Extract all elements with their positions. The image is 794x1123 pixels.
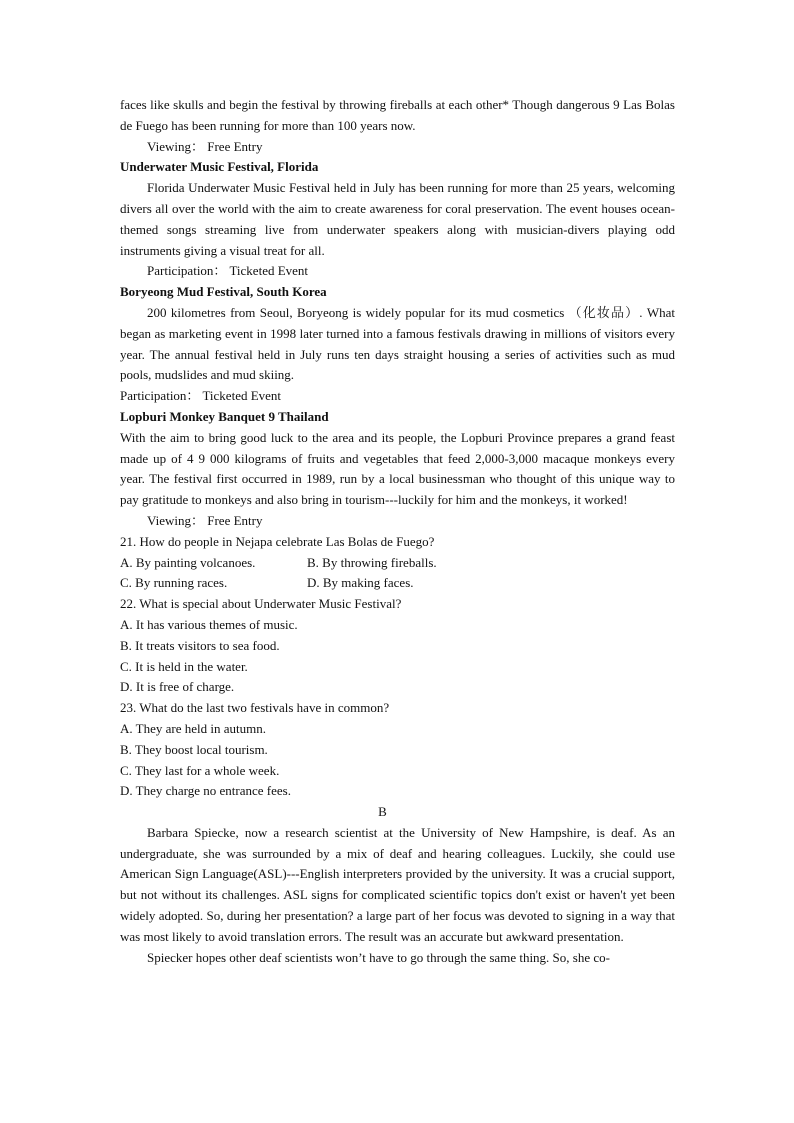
festival-label-underwater: Participation： Ticketed Event xyxy=(147,263,309,279)
question-22-option-a[interactable]: A. It has various themes of music. xyxy=(120,616,298,632)
festival-label-boryeong: Participation： Ticketed Event xyxy=(120,388,282,404)
question-22-option-c[interactable]: C. It is held in the water. xyxy=(120,658,248,674)
passage-b-letter: B xyxy=(378,804,387,820)
festival-title-underwater: Underwater Music Festival, Florida xyxy=(120,159,319,175)
exam-page xyxy=(120,95,675,968)
festival-title-lopburi: Lopburi Monkey Banquet 9 Thailand xyxy=(120,408,329,424)
question-23-option-d[interactable]: D. They charge no entrance fees. xyxy=(120,783,291,799)
festival-title-boryeong: Boryeong Mud Festival, South Korea xyxy=(120,284,327,300)
intro-entry-label: Viewing： Free Entry xyxy=(147,138,263,154)
passage-a-intro-paragraph: faces like skulls and begin the festival by throwing fireballs at each other* Though dangerous 9 Las Bolas de Fuego has been running for more than 100 years now. xyxy=(120,97,675,133)
question-23-option-c[interactable]: C. They last for a whole week. xyxy=(120,762,280,778)
festival-label-lopburi: Viewing： Free Entry xyxy=(147,512,263,528)
question-21-option-d[interactable]: D. By making faces. xyxy=(307,575,414,591)
question-23-option-b[interactable]: B. They boost local tourism. xyxy=(120,741,268,757)
question-21-stem: 21. How do people in Nejapa celebrate Las Bolas de Fuego? xyxy=(120,533,435,549)
question-22-stem: 22. What is special about Underwater Music Festival? xyxy=(120,596,402,612)
festival-description-lopburi: With the aim to bring good luck to the area and its people, the Lopburi Province prepares a grand feast made up of 4 9 000 kilograms of fruits and vegetables that feed 2,000-3,000 macaque monkeys every year. The festival first occurred in 1989, run by a local businessman who thought of this unique way to pay gratitude to monkeys and also bring in tourism---luckily for him and the monkeys, it worked! xyxy=(120,429,675,508)
question-21-option-c[interactable]: C. By running races. xyxy=(120,575,228,591)
question-22-option-d[interactable]: D. It is free of charge. xyxy=(120,679,235,695)
question-21-options-row-1 xyxy=(120,553,675,574)
question-21-option-b[interactable]: B. By throwing fireballs. xyxy=(307,554,437,570)
passage-b-paragraph-1: Barbara Spiecke, now a research scientist at the University of New Hampshire, is deaf. As an undergraduate, she was surrounded by a mix of deaf and hearing colleagues. Luckily, she could use American Sign Language(ASL)---English interpreters provided by the university. It was a crucial support, but not without its challenges. ASL signs for complicated scientific topics don't exist or haven't yet been widely adopted. So, during her presentation? a large part of her focus was devoted to signing in a way that was most likely to avoid translation errors. The result was an accurate but awkward presentation. xyxy=(120,824,675,944)
question-21-options-row-2 xyxy=(120,573,675,594)
question-21-option-a[interactable]: A. By painting volcanoes. xyxy=(120,554,256,570)
passage-b-paragraph-2: Spiecker hopes other deaf scientists won’t have to go through the same thing. So, she co- xyxy=(147,949,610,965)
question-22-option-b[interactable]: B. It treats visitors to sea food. xyxy=(120,637,280,653)
festival-description-boryeong: 200 kilometres from Seoul, Boryeong is widely popular for its mud cosmetics （化妆品）. What began as marketing event in 1998 later turned into a famous festivals drawing in millions of visitors every year. The annual festival held in July runs ten days straight housing a series of activities such as mud pools, mudslides and mud skiing. xyxy=(120,304,675,383)
festival-description-underwater: Florida Underwater Music Festival held in July has been running for more than 25 years, welcoming divers all over the world with the aim to create awareness for coral preservation. The event houses ocean-themed songs streaming live from underwater speakers along with musician-divers playing odd instruments giving a visual treat for all. xyxy=(120,180,675,258)
question-23-option-a[interactable]: A. They are held in autumn. xyxy=(120,720,266,736)
question-23-stem: 23. What do the last two festivals have in common? xyxy=(120,700,390,716)
